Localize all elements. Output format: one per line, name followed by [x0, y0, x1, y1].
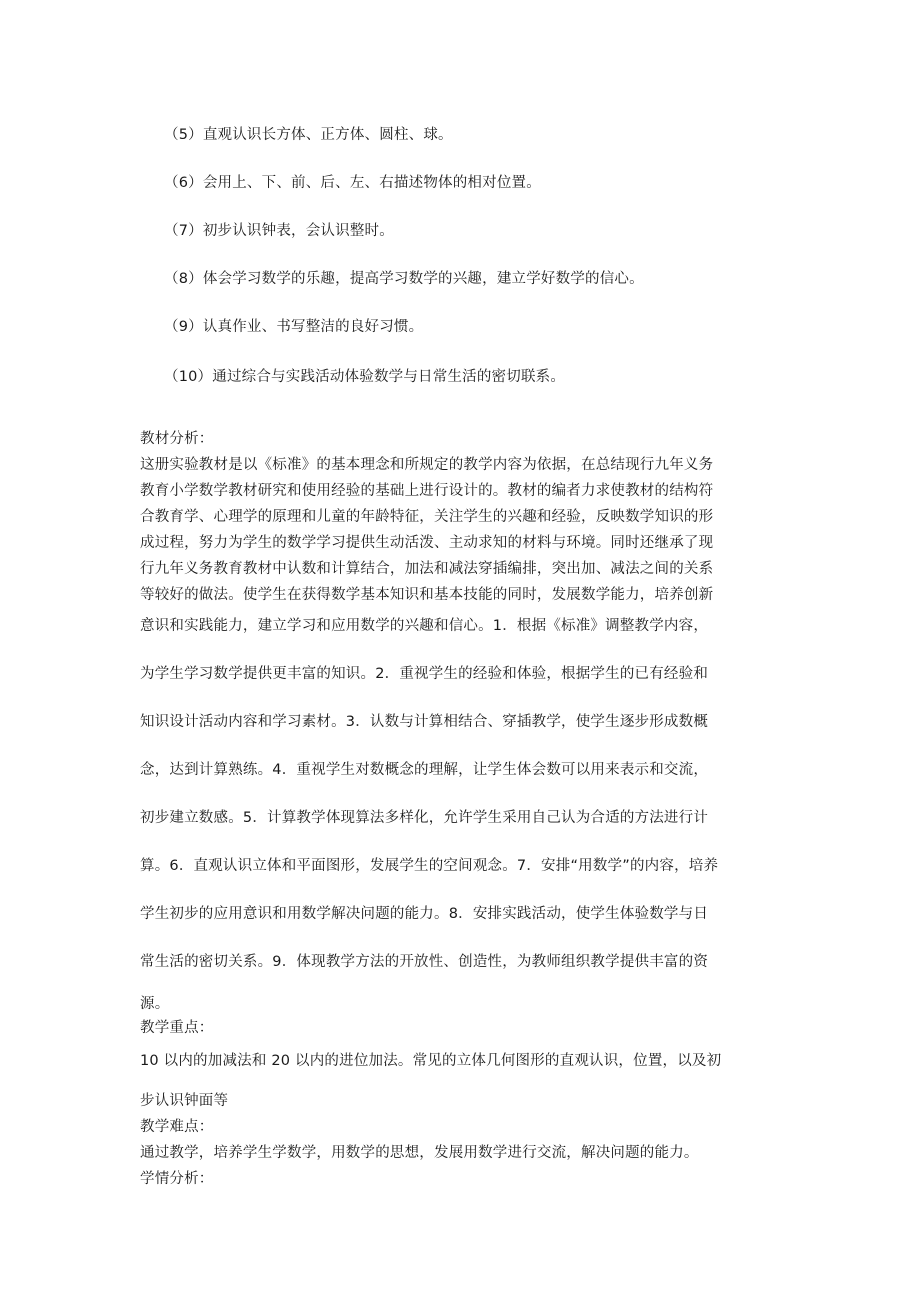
section-heading-student-analysis: 学情分析： [140, 1171, 214, 1187]
paragraph-line: 步认识钟面等 [140, 1093, 229, 1109]
paragraph-line: 源。 [140, 996, 170, 1012]
objective-item: （6）会用上、下、前、后、左、右描述物体的相对位置。 [164, 175, 541, 191]
section-heading-key-points: 教学重点： [140, 1020, 214, 1036]
paragraph-line: 合教育学、心理学的原理和儿童的年龄特征，关注学生的兴趣和经验，反映数学知识的形 [140, 509, 714, 525]
paragraph-line: 算。6．直观认识立体和平面图形，发展学生的空间观念。7．安排“用数学”的内容，培养 [140, 858, 719, 874]
paragraph-line: 通过教学，培养学生学数学，用数学的思想，发展用数学进行交流，解决问题的能力。 [140, 1145, 699, 1161]
section-heading-material-analysis: 教材分析： [140, 431, 214, 447]
objective-item: （7）初步认识钟表，会认识整时。 [164, 223, 394, 239]
objective-item: （5）直观认识长方体、正方体、圆柱、球。 [164, 127, 453, 143]
section-heading-difficulties: 教学难点： [140, 1119, 214, 1135]
paragraph-line: 意识和实践能力，建立学习和应用数学的兴趣和信心。1．根据《标准》调整教学内容， [140, 618, 709, 634]
objective-item: （8）体会学习数学的乐趣，提高学习数学的兴趣，建立学好数学的信心。 [164, 271, 644, 287]
paragraph-line: 等较好的做法。使学生在获得数学基本知识和基本技能的同时，发展数学能力，培养创新 [140, 587, 714, 603]
objective-item: （10）通过综合与实践活动体验数学与日常生活的密切联系。 [164, 369, 566, 385]
paragraph-line: 行九年义务教育教材中认数和计算结合，加法和减法穿插编排，突出加、减法之间的关系 [140, 561, 714, 577]
paragraph-line: 知识设计活动内容和学习素材。3．认数与计算相结合、穿插教学，使学生逐步形成数概 [140, 714, 709, 730]
paragraph-line: 为学生学习数学提供更丰富的知识。2．重视学生的经验和体验，根据学生的已有经验和 [140, 666, 709, 682]
paragraph-line: 教育小学数学教材研究和使用经验的基础上进行设计的。教材的编者力求使教材的结构符 [140, 483, 714, 499]
paragraph-line: 10 以内的加减法和 20 以内的进位加法。常见的立体几何图形的直观认识，位置，以及初 [140, 1053, 722, 1069]
paragraph-line: 常生活的密切关系。9．体现教学方法的开放性、创造性，为教师组织教学提供丰富的资 [140, 954, 709, 970]
objective-item: （9）认真作业、书写整洁的良好习惯。 [164, 319, 424, 335]
paragraph-line: 成过程，努力为学生的数学学习提供生动活泼、主动求知的材料与环境。同时还继承了现 [140, 535, 714, 551]
paragraph-line: 念，达到计算熟练。4．重视学生对数概念的理解，让学生体会数可以用来表示和交流， [140, 762, 709, 778]
paragraph-line: 这册实验教材是以《标准》的基本理念和所规定的教学内容为依据，在总结现行九年义务 [140, 457, 714, 473]
paragraph-line: 初步建立数感。5．计算教学体现算法多样化，允许学生采用自己认为合适的方法进行计 [140, 810, 709, 826]
paragraph-line: 学生初步的应用意识和用数学解决问题的能力。8．安排实践活动，使学生体验数学与日 [140, 906, 709, 922]
